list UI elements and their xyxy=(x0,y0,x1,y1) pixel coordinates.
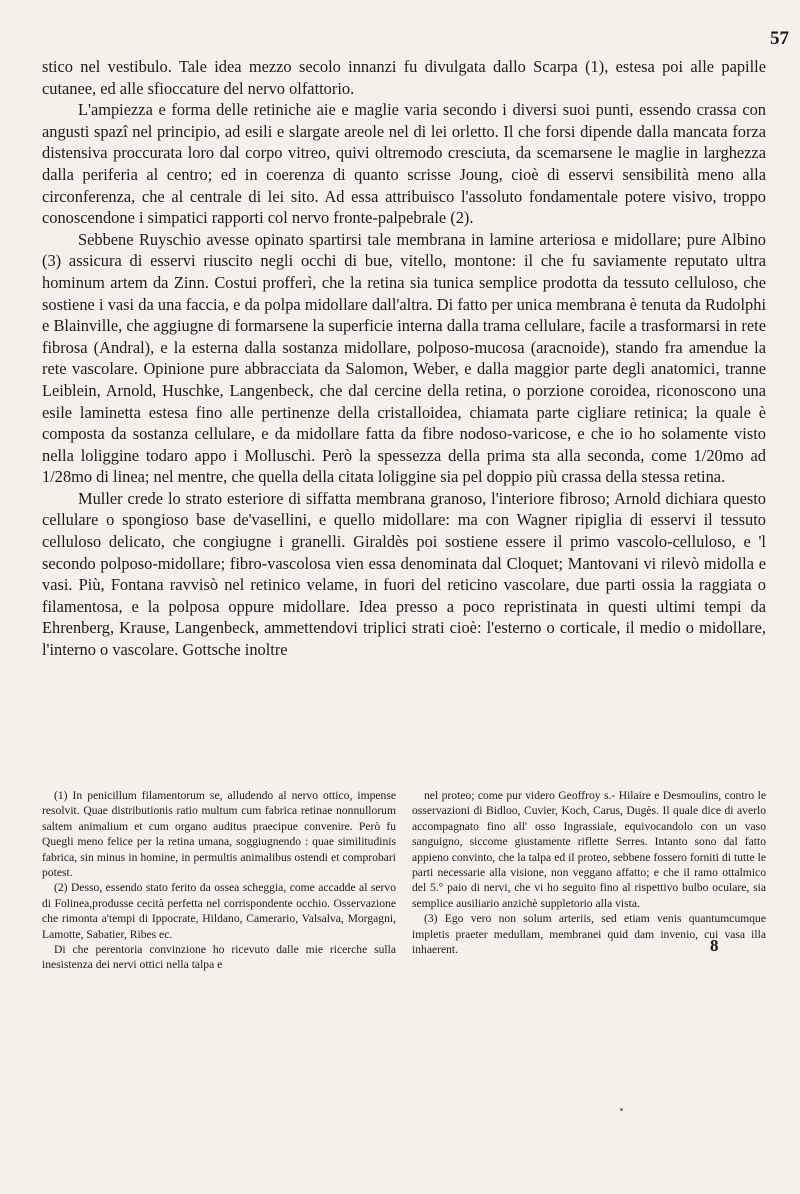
paragraph: L'ampiezza e forma delle retiniche aie e maglie varia secondo i diversi suoi punti, essendo crassa con angusti spazî nel principio, ad esili e slargate areole nel di lei orletto. Il che forsi dipende dalla mancata forza distensiva proccurata loro dal corpo vitreo, quivi oltremodo cresciuta, da scemarsene le maglie in larghezza dalla periferia al centro; ed in coerenza di quanto scrisse Joung, cioè di esservi sensibilità meno alla circonferenza, che al centrale di lei sito. Ad essa attribuisco l'assoluto fondamentale potere visivo, troppo conoscendone i simpatici rapporti col nervo fronte-palpebrale (2). xyxy=(42,100,766,228)
paragraph: Sebbene Ruyschio avesse opinato spartirsi tale membrana in lamine arteriosa e midollare; pure Albino (3) assicura di esservi riuscito negli occhi di bue, vitello, montone: il che fu saviamente reputato ultra hominum artem da Zinn. Costui profferì, che la retina sia tunica semplice prodotta da tessuto celluloso, che sostiene i vasi da una faccia, e da polpa midollare dall'altra. Di fatto per unica membrana è tenuta da Rudolphi e Blainville, che aggiugne di formarsene la superficie interna dalla trama cellulare, facile a trasformarsi in rete fibrosa (Andral), e la esterna dalla sostanza midollare, polposo-mucosa (aracnoide), stando fra amendue la rete vascolare. Opinione pure abbracciata da Salomon, Weber, e dalla maggior parte degli anatomici, tranne Leiblein, Arnold, Huschke, Langenbeck, che dal cercine della retina, o porzione coroidea, riconoscono una esile laminetta estesa fino alle pertinenze della cristalloidea, chiamata parte cigliare retinica; la quale è composta da sostanza cellulare, e da midollare fatta da fibre nodoso-varicose, e che io ho solamente visto nella loliggine todaro appo i Molluschi. Però la spessezza della prima sta alla seconda, come 1/20mo ad 1/28mo di linea; nel mentre, che quella della citata loliggine sia pel doppio più crassa della stessa retina. xyxy=(42,229,766,487)
paragraph: stico nel vestibulo. Tale idea mezzo secolo innanzi fu divulgata dallo Scarpa (1), estesa poi alle papille cutanee, ed alle sfioccature del nervo olfattorio. xyxy=(42,57,766,98)
footnotes xyxy=(42,788,766,973)
footnote: (3) Ego vero non solum arteriis, sed etiam venis quantumcumque impletis praeter medullam, membranei quid dam invenio, cui vasa illa inhaerent. xyxy=(412,912,766,957)
paragraph: Muller crede lo strato esteriore di siffatta membrana granoso, l'interiore fibroso; Arnold dichiara questo cellulare o spongioso base de'vasellini, e quello midollare: ma con Wagner ripiglia di esservi il tessuto celluloso delicato, che congiugne i granelli. Giraldès poi sostiene essere il primo vascolo-celluloso, e 'l secondo polposo-midollare; fibro-vascolosa vien essa denominata dal Cloquet; Mantovani vi rilevò midolla e vasi. Più, Fontana ravvisò nel retinico velame, in fuori del reticino vascolare, due parti ossia la raggiata o filamentosa, e la polposa oppure midollare. Idea presso a poco repristinata in questi ultimi tempi da Ehrenberg, Krause, Langenbeck, ammettendovi triplici strati cioè: l'esterno o corticale, il medio o midollare, l'interno o vascolare. Gottsche inoltre xyxy=(42,488,766,660)
footnotes-left-column xyxy=(42,788,396,973)
footnote: (2) Desso, essendo stato ferito da ossea scheggia, come accadde al servo di Folinea,produsse cecità perfetta nel corrispondente occhio. Osservazione che rimonta a'tempi di Ippocrate, Hildano, Camerario, Valsalva, Morgagni, Lamotte, Sabatier, Ribes ec. xyxy=(42,881,396,941)
paper-speck xyxy=(620,1108,623,1111)
footnote: (1) In penicillum filamentorum se, alludendo al nervo ottico, impense resolvit. Quae distributionis ratio multum cum fabrica retinae nonnullorum saltem animalium et cum organo auditus praecipue convenire. Però fu Quegli meno felice per la retina umana, soggiugnendo : quae similitudinis fabrica, sin minus in homine, in permultis animalibus ostendi et comprobari potest. xyxy=(42,789,396,880)
signature-mark: 8 xyxy=(710,936,719,955)
page-number: 57 xyxy=(770,28,789,49)
footnote: nel proteo; come pur videro Geoffroy s.- Hilaire e Desmoulins, contro le osservazioni di Bidloo, Cuvier, Koch, Carus, Dugès. Il quale dice di averlo accompagnato fino all' osso Ingrassiale, equivocandolo con un vaso sanguigno, siccome giustamente riflette Serres. Intanto sono dal fatto appieno convinto, che la talpa ed il proteo, sebbene fossero forniti di tutte le parti necessarie alla visione, non veggano affatto; e che il ramo ottalmico del 5.° paio di nervi, che vi ho seguito fino al rispettivo bulbo oculare, sia semplice ausiliario anzichè suppletorio alla vista. xyxy=(412,789,766,910)
footnote: Di che perentoria convinzione ho ricevuto dalle mie ricerche sulla inesistenza dei nervi ottici nella talpa e xyxy=(42,943,396,972)
main-text xyxy=(42,56,766,661)
